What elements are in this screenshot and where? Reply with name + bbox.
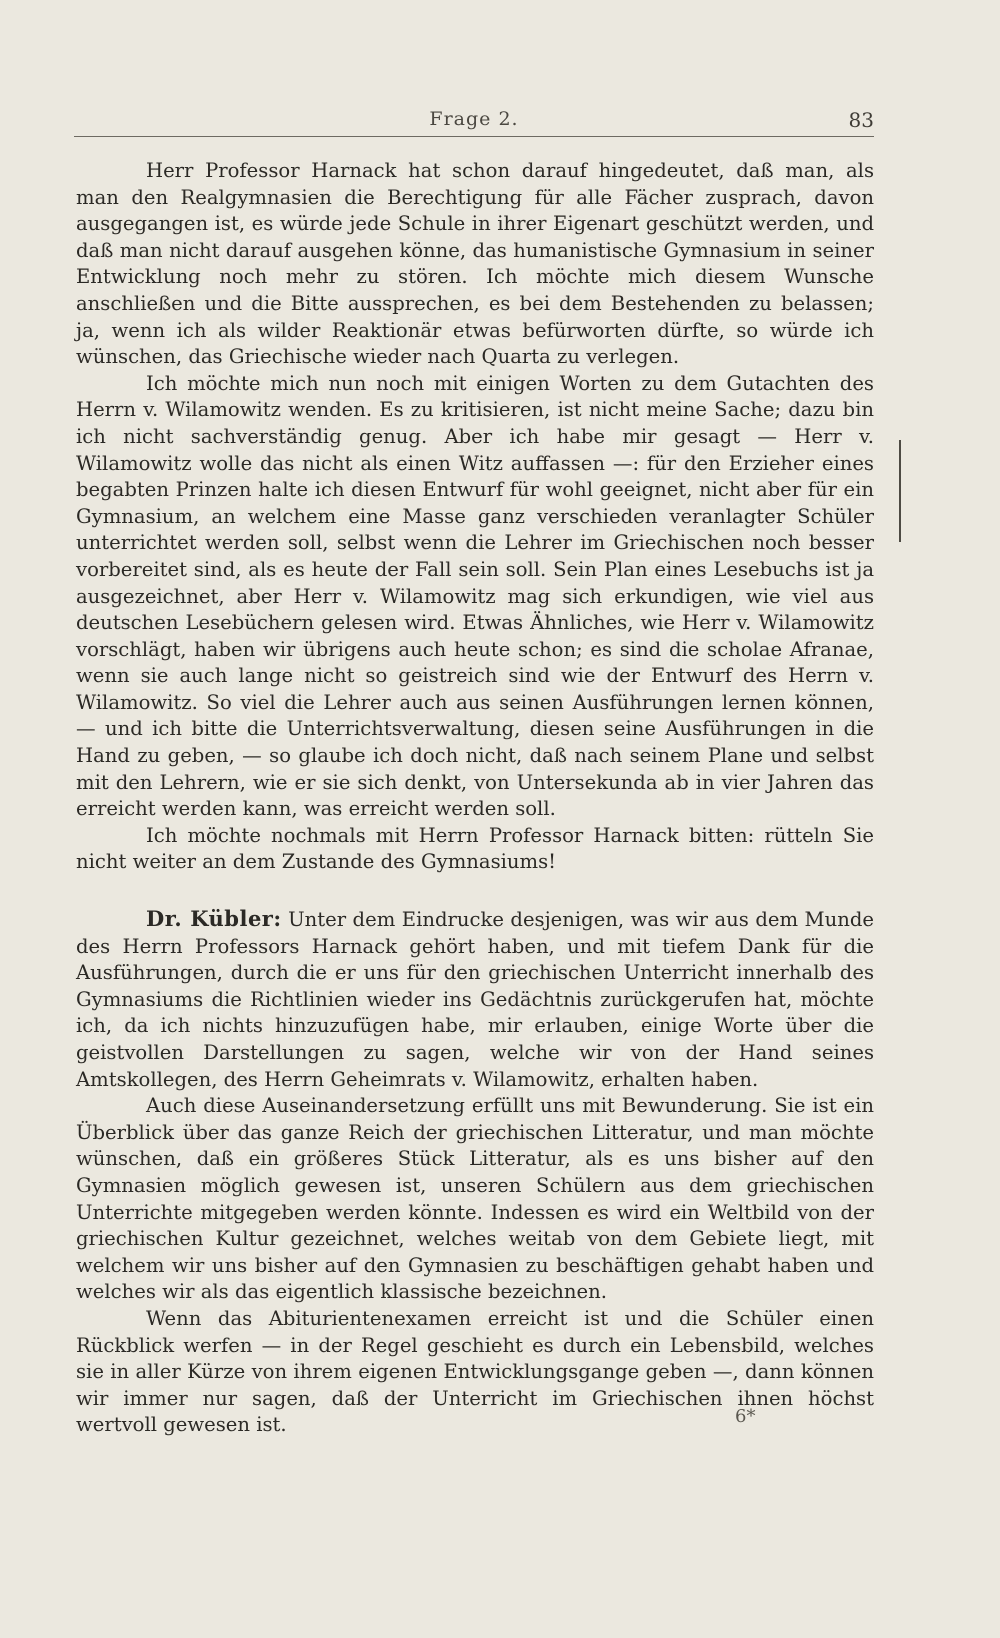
margin-line-mark [899,440,901,542]
speaker-paragraph [76,906,874,1093]
signature-mark: 6* [735,1406,756,1427]
running-title: Frage 2. [429,108,519,130]
speaker-name: Dr. Kübler: [146,906,282,932]
paragraph-6: Wenn das Abiturientenexamen erreicht ist und die Schüler einen Rückblick werfen — in der Regel geschieht es durch ein Lebensbild, welches sie in aller Kürze von ihrem eigenen Entwicklungsgange geben —, dann können wir immer nur sagen, daß der Unterricht im Griechischen ihnen höchst wertvoll gewesen ist. [76,1306,874,1437]
paragraph-1: Herr Professor Harnack hat schon darauf hingedeutet, daß man, als man den Realgymnasien die Berechtigung für alle Fächer zusprach, davon ausgegangen ist, es würde jede Schule in ihrer Eigenart geschützt werden, und daß man nicht darauf ausgehen könne, das humanistische Gymnasium in seiner Entwicklung noch mehr zu stören. Ich möchte mich diesem Wunsche anschließen und die Bitte aussprechen, es bei dem Bestehenden zu belassen; ja, wenn ich als wilder Reaktionär etwas befürworten dürfte, so würde ich wünschen, das Griechische wieder nach Quarta zu verlegen. [76,159,874,369]
page-number: 83 [848,108,874,132]
paragraph-5: Auch diese Auseinandersetzung erfüllt uns mit Bewunderung. Sie ist ein Überblick über das ganze Reich der griechischen Litteratur, und man möchte wünschen, daß ein größeres Stück Litteratur, als es uns bisher auf den Gymnasien möglich gewesen ist, unseren Schülern aus dem griechischen Unterrichte mitgegeben werden könnte. Indessen es wird ein Weltbild von der griechischen Kultur gezeichnet, welches weitab von dem Gebiete liegt, mit welchem wir uns bisher auf den Gymnasien zu beschäftigen gehabt haben und welches wir als das eigentlich klassische bezeichnen. [76,1094,874,1304]
section-gap [76,876,874,906]
page-header [74,104,874,137]
paragraph-2: Ich möchte mich nun noch mit einigen Worten zu dem Gutachten des Herrn v. Wilamowitz wenden. Es zu kritisieren, ist nicht meine Sache; dazu bin ich nicht sachverständig genug. Aber ich habe mir gesagt — Herr v. Wilamowitz wolle das nicht als einen Witz auffassen —: für den Erzieher eines begabten Prinzen halte ich diesen Entwurf für wohl geeignet, nicht aber für ein Gymnasium, an welchem eine Masse ganz verschieden veranlagter Schüler unterrichtet werden soll, selbst wenn die Lehrer im Griechischen noch besser vorbereitet sind, als es heute der Fall sein soll. Sein Plan eines Lesebuchs ist ja ausgezeichnet, aber Herr v. Wilamowitz mag sich erkundigen, wie viel aus deutschen Lesebüchern gelesen wird. Etwas Ähnliches, wie Herr v. Wilamowitz vorschlägt, haben wir übrigens auch heute schon; es sind die scholae Afranae, wenn sie auch lange nicht so geistreich sind wie der Entwurf des Herrn v. Wilamowitz. So viel die Lehrer auch aus seinen Ausführungen lernen können, — und ich bitte die Unterrichtsverwaltung, diesen seine Ausführungen in die Hand zu geben, — so glaube ich doch nicht, daß nach seinem Plane und selbst mit den Lehrern, wie er sie sich denkt, von Untersekunda ab in vier Jahren das erreicht werden kann, was erreicht werden soll. [76,371,874,821]
speaker-paragraph-text: Unter dem Eindrucke desjenigen, was wir aus dem Munde des Herrn Professors Harnack gehört haben, und mit tiefem Dank für die Ausführungen, durch die er uns für den griechischen Unterricht innerhalb des Gymnasiums die Richtlinien wieder ins Gedächtnis zurückgerufen hat, möchte ich, da ich nichts hinzuzufügen habe, mir erlauben, einige Worte über die geistvollen Darstellungen zu sagen, welche wir von der Hand seines Amtskollegen, des Herrn Geheimrats v. Wilamowitz, erhalten haben. [76,908,874,1091]
paragraph-3: Ich möchte nochmals mit Herrn Professor Harnack bitten: rütteln Sie nicht weiter an dem Zustande des Gymnasiums! [76,823,874,874]
page-body [76,158,874,1439]
